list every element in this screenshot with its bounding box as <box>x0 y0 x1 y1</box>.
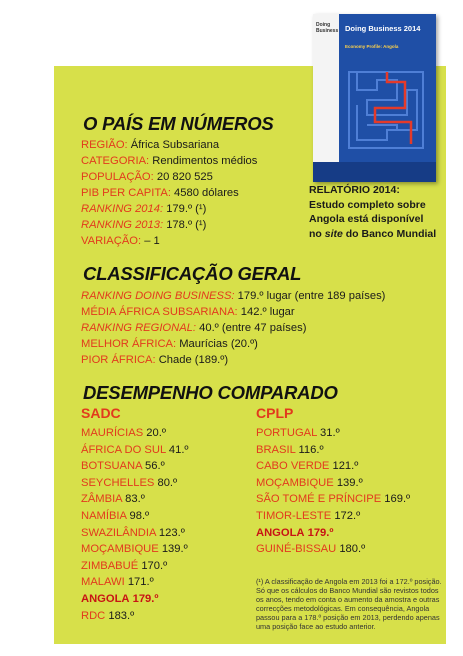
list-item: RDC 183.º <box>81 609 135 622</box>
list-item-highlighted: ANGOLA 179.º <box>81 592 159 605</box>
stat-row-ranking-2013: RANKING 2013: 178.º (¹) <box>81 219 207 231</box>
rank-row-doing-business: RANKING DOING BUSINESS: 179.º lugar (entre 189 países) <box>81 290 386 302</box>
list-item: BOTSUANA 56.º <box>81 460 165 473</box>
list-item: MALAWI 171.º <box>81 576 154 589</box>
list-item: MOÇAMBIQUE 139.º <box>81 543 188 556</box>
group-title-cplp: CPLP <box>256 405 294 421</box>
stat-row-ranking-2014: RANKING 2014: 179.º (¹) <box>81 203 207 215</box>
cover-title: Doing Business 2014 <box>345 24 421 33</box>
caption-line-3: Angola está disponível <box>309 213 424 225</box>
list-item: PORTUGAL 31.º <box>256 427 340 439</box>
list-item: BRASIL 116.º <box>256 443 324 456</box>
rank-row-ssa-average: MÉDIA ÁFRICA SUBSARIANA: 142.º lugar <box>81 306 295 318</box>
rank-row-worst-africa: PIOR ÁFRICA: Chade (189.º) <box>81 354 229 366</box>
list-item: ZIMBABUÉ 170.º <box>81 559 168 572</box>
footnote: (¹) A classificação de Angola em 2013 foi a 172.º posição. Só que os cálculos do Banco Mundial são revistos todos os anos, tendo em conta o aumento da amostra e outras correcções metodológicas. Em consequência, Angola passou para a 178.º posição em 2013, perdendo apenas uma posição face ao estudo anterior. <box>256 577 442 631</box>
report-cover-image <box>313 14 436 182</box>
caption-line-1: RELATÓRIO 2014: <box>309 184 400 196</box>
cplp-list <box>256 425 410 558</box>
stat-row-category: CATEGORIA: Rendimentos médios <box>81 155 258 167</box>
section-title-overall-ranking: CLASSIFICAÇÃO GERAL <box>83 263 302 284</box>
rank-row-best-africa: MELHOR ÁFRICA: Maurícias (20.º) <box>81 338 258 350</box>
stat-row-gdp-per-capita: PIB PER CAPITA: 4580 dólares <box>81 187 239 199</box>
cover-logo: Doing Business <box>316 22 339 34</box>
sadc-list <box>81 425 189 624</box>
caption-line-2: Estudo completo sobre <box>309 198 426 211</box>
list-item: ZÂMBIA 83.º <box>81 493 145 506</box>
list-item: CABO VERDE 121.º <box>256 460 359 473</box>
list-item: SEYCHELLES 80.º <box>81 476 178 489</box>
list-item: ÁFRICA DO SUL 41.º <box>81 443 189 456</box>
stat-row-population: POPULAÇÃO: 20 820 525 <box>81 171 213 183</box>
list-item: NAMÍBIA 98.º <box>81 509 150 522</box>
cover-band <box>313 162 436 182</box>
section-title-country-numbers: O PAÍS EM NÚMEROS <box>83 113 274 134</box>
cover-strip <box>313 14 339 182</box>
list-item-highlighted: ANGOLA 179.º <box>256 526 334 539</box>
list-item: TIMOR-LESTE 172.º <box>256 509 361 522</box>
list-item: GUINÉ-BISSAU 180.º <box>256 543 366 556</box>
stat-row-region: REGIÃO: África Subsariana <box>81 139 220 151</box>
group-title-sadc: SADC <box>81 405 121 421</box>
list-item: MOÇAMBIQUE 139.º <box>256 476 363 489</box>
caption-line-4: no site do Banco Mundial <box>309 227 437 240</box>
cover-subtitle: Economy Profile: Angola <box>345 44 399 49</box>
cover-maze-graphic <box>347 70 425 150</box>
rank-row-regional: RANKING REGIONAL: 40.º (entre 47 países) <box>81 322 307 334</box>
list-item: MAURÍCIAS 20.º <box>81 427 166 439</box>
report-caption <box>309 183 449 241</box>
section-title-compared-performance: DESEMPENHO COMPARADO <box>83 382 338 403</box>
stat-row-variation: VARIAÇÃO: – 1 <box>81 235 160 247</box>
list-item: SWAZILÂNDIA 123.º <box>81 526 185 539</box>
list-item: SÃO TOMÉ E PRÍNCIPE 169.º <box>256 493 411 506</box>
